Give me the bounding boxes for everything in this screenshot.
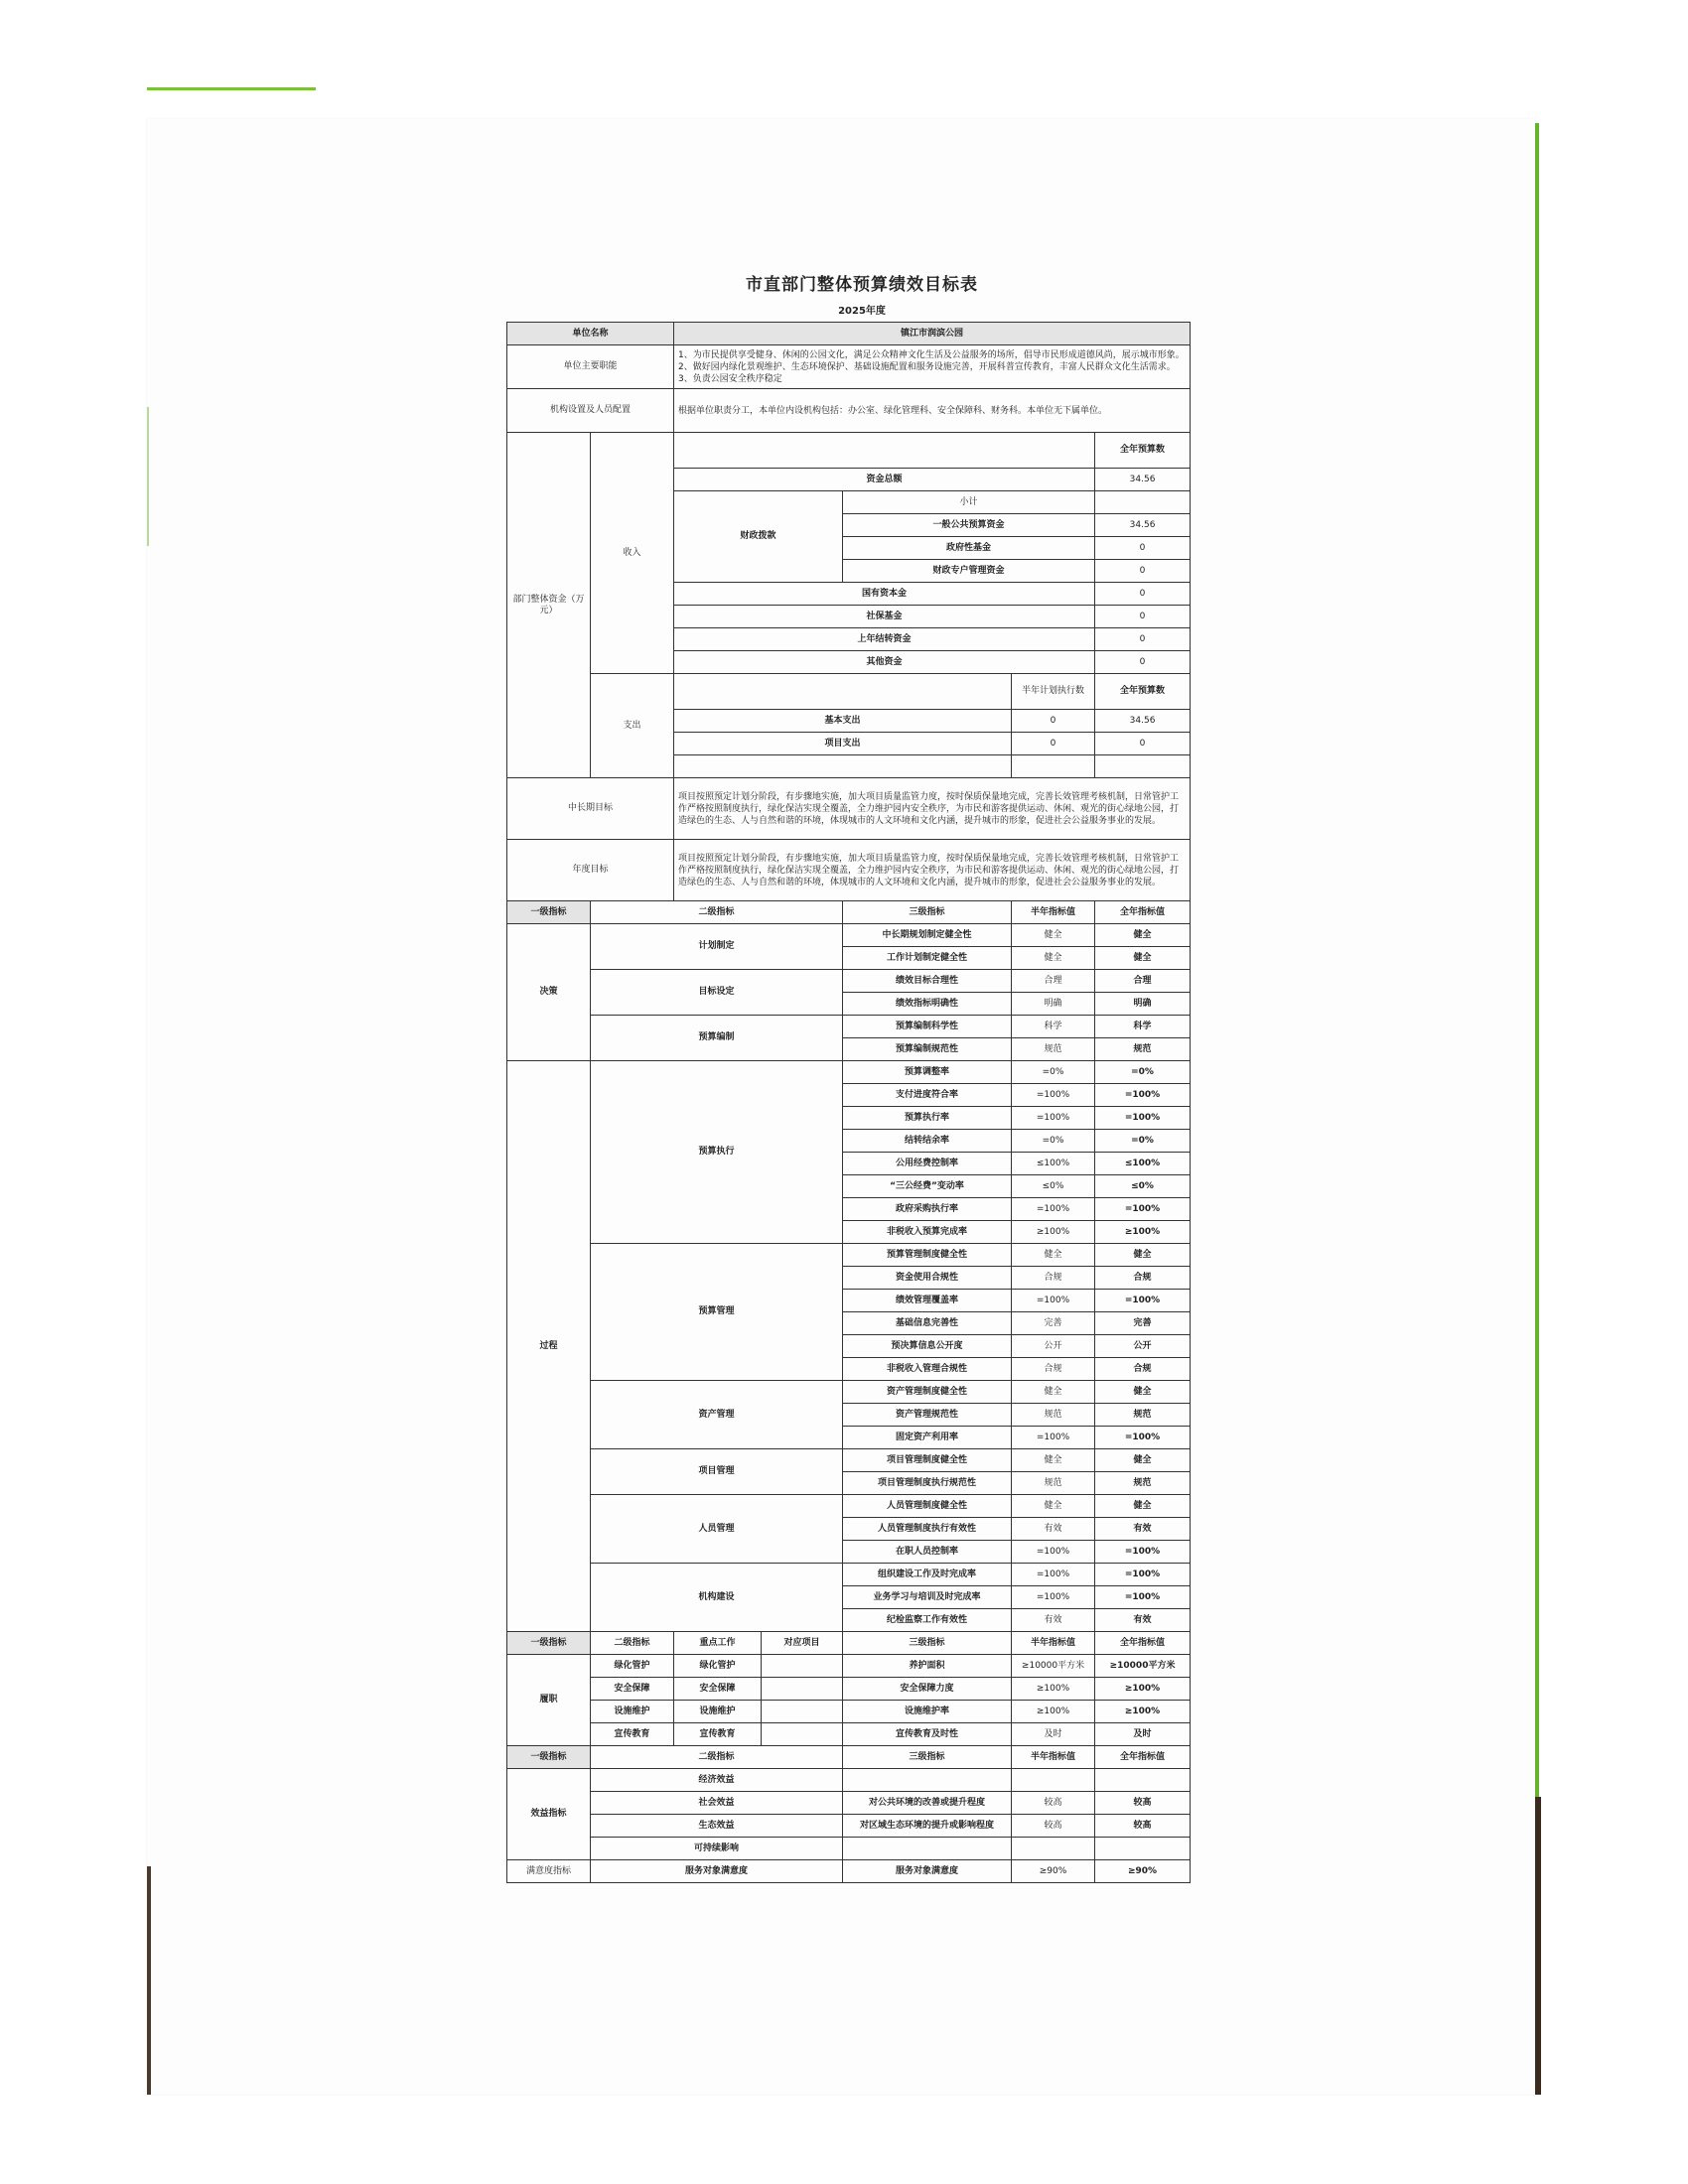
funds-label: 部门整体资金（万元） <box>507 433 591 778</box>
process-half-value: =100% <box>1012 1541 1095 1564</box>
basic-expense-label: 基本支出 <box>674 710 1012 733</box>
process-level3-label: 预算调整率 <box>843 1061 1012 1084</box>
process-full-value: =100% <box>1095 1107 1191 1130</box>
benefit-header-level3: 三级指标 <box>843 1746 1012 1769</box>
fiscal-label: 财政拨款 <box>674 491 843 583</box>
income-annual-header: 全年预算数 <box>1095 433 1191 469</box>
decision-half-value: 规范 <box>1012 1038 1095 1061</box>
duties-project <box>762 1701 843 1723</box>
table-row <box>507 1449 1191 1472</box>
process-level3-label: 纪检监察工作有效性 <box>843 1609 1012 1632</box>
process-half-value: ≤0% <box>1012 1175 1095 1198</box>
process-half-value: 健全 <box>1012 1495 1095 1518</box>
process-half-value: 规范 <box>1012 1404 1095 1427</box>
table-row <box>507 1061 1191 1084</box>
green-edge-right <box>1535 123 1539 1797</box>
header-level2: 二级指标 <box>591 901 843 924</box>
duties-keywork: 设施维护 <box>674 1701 762 1723</box>
basic-expense-year: 34.56 <box>1095 710 1191 733</box>
process-half-value: =100% <box>1012 1427 1095 1449</box>
unit-name-label: 单位名称 <box>507 323 674 345</box>
benefit-level1-label: 效益指标 <box>507 1769 591 1860</box>
benefit-half-value: 较高 <box>1012 1815 1095 1838</box>
decision-full-value: 合理 <box>1095 970 1191 993</box>
duties-level3-label: 养护面积 <box>843 1655 1012 1678</box>
document-year: 2025年度 <box>838 306 886 317</box>
process-level3-label: 结转结余率 <box>843 1130 1012 1153</box>
decision-level1-label: 决策 <box>507 924 591 1061</box>
process-level3-label: 基础信息完善性 <box>843 1312 1012 1335</box>
decision-half-value: 科学 <box>1012 1016 1095 1038</box>
total-funds-value: 34.56 <box>1095 469 1191 491</box>
process-full-value: 健全 <box>1095 1449 1191 1472</box>
special-fund-label: 财政专户管理资金 <box>843 560 1095 583</box>
general-budget-label: 一般公共预算资金 <box>843 514 1095 537</box>
process-full-value: =100% <box>1095 1084 1191 1107</box>
benefit-full-value <box>1095 1838 1191 1860</box>
benefit-level3-label <box>843 1769 1012 1792</box>
header-level1: 一级指标 <box>507 901 591 924</box>
gov-fund-value: 0 <box>1095 537 1191 560</box>
duties-half-value: 及时 <box>1012 1723 1095 1746</box>
process-level3-label: 政府采购执行率 <box>843 1198 1012 1221</box>
decision-half-value: 健全 <box>1012 947 1095 970</box>
process-full-value: 健全 <box>1095 1244 1191 1267</box>
income-label: 收入 <box>591 433 674 674</box>
benefit-full-value: 较高 <box>1095 1792 1191 1815</box>
process-half-value: 健全 <box>1012 1381 1095 1404</box>
benefit-header-level1: 一级指标 <box>507 1746 591 1769</box>
process-half-value: ≥100% <box>1012 1221 1095 1244</box>
process-level3-label: 预算管理制度健全性 <box>843 1244 1012 1267</box>
duties-half-value: ≥100% <box>1012 1678 1095 1701</box>
process-level3-label: 预算执行率 <box>843 1107 1012 1130</box>
process-level2-label: 预算执行 <box>591 1061 843 1244</box>
benefit-level3-label: 对公共环境的改善或提升程度 <box>843 1792 1012 1815</box>
state-capital-label: 国有资本金 <box>674 583 1095 606</box>
decision-full-value: 健全 <box>1095 924 1191 947</box>
process-half-value: =100% <box>1012 1198 1095 1221</box>
duties-section <box>507 1655 1191 1746</box>
unit-org-text: 根据单位职责分工，本单位内设机构包括：办公室、绿化管理科、安全保障科、财务科。本单位无下属单位。 <box>674 389 1191 433</box>
benefit-half-value <box>1012 1838 1095 1860</box>
duties-header-level2: 二级指标 <box>591 1632 674 1655</box>
table-row <box>507 1792 1191 1815</box>
process-full-value: 有效 <box>1095 1609 1191 1632</box>
gov-fund-label: 政府性基金 <box>843 537 1095 560</box>
performance-table-wrapper <box>506 322 1190 1883</box>
half-plan-header: 半年计划执行数 <box>1012 674 1095 710</box>
process-half-value: =100% <box>1012 1564 1095 1586</box>
income-header-blank <box>674 433 1095 469</box>
social-fund-label: 社保基金 <box>674 606 1095 628</box>
process-level2-label: 预算管理 <box>591 1244 843 1381</box>
process-full-value: ≥100% <box>1095 1221 1191 1244</box>
duties-keywork: 宣传教育 <box>674 1723 762 1746</box>
benefit-level3-label <box>843 1838 1012 1860</box>
process-full-value: =100% <box>1095 1427 1191 1449</box>
process-section <box>507 1061 1191 1632</box>
expense-label: 支出 <box>591 674 674 778</box>
annual-goal-label: 年度目标 <box>507 840 674 901</box>
duties-full-value: 及时 <box>1095 1723 1191 1746</box>
decision-half-value: 合理 <box>1012 970 1095 993</box>
duties-level3-label: 设施维护率 <box>843 1701 1012 1723</box>
expense-annual-header: 全年预算数 <box>1095 674 1191 710</box>
duties-keywork: 绿化管护 <box>674 1655 762 1678</box>
process-full-value: 规范 <box>1095 1404 1191 1427</box>
performance-table <box>506 322 1191 1883</box>
green-edge-left <box>147 407 149 546</box>
decision-level3-label: 预算编制规范性 <box>843 1038 1012 1061</box>
header-full: 全年指标值 <box>1095 901 1191 924</box>
project-expense-half: 0 <box>1012 733 1095 755</box>
document-title: 市直部门整体预算绩效目标表 <box>746 275 978 295</box>
process-level3-label: 人员管理制度健全性 <box>843 1495 1012 1518</box>
process-full-value: 完善 <box>1095 1312 1191 1335</box>
process-half-value: =100% <box>1012 1586 1095 1609</box>
process-full-value: =100% <box>1095 1541 1191 1564</box>
process-level3-label: 预决算信息公开度 <box>843 1335 1012 1358</box>
satisfaction-label: 满意度指标 <box>507 1860 591 1883</box>
process-level3-label: 资产管理制度健全性 <box>843 1381 1012 1404</box>
duties-header-full: 全年指标值 <box>1095 1632 1191 1655</box>
process-level3-label: 人员管理制度执行有效性 <box>843 1518 1012 1541</box>
state-capital-value: 0 <box>1095 583 1191 606</box>
process-level3-label: 绩效管理覆盖率 <box>843 1290 1012 1312</box>
process-full-value: 合规 <box>1095 1358 1191 1381</box>
decision-level2-label: 预算编制 <box>591 1016 843 1061</box>
table-row <box>507 1564 1191 1586</box>
benefit-header-level2: 二级指标 <box>591 1746 843 1769</box>
benefit-full-value: 较高 <box>1095 1815 1191 1838</box>
benefit-level2-label: 可持续影响 <box>591 1838 843 1860</box>
benefit-level2-label: 经济效益 <box>591 1769 843 1792</box>
duties-level3-label: 安全保障力度 <box>843 1678 1012 1701</box>
satisfaction-level2: 服务对象满意度 <box>591 1860 843 1883</box>
dark-edge-right <box>1535 1797 1541 2095</box>
decision-half-value: 明确 <box>1012 993 1095 1016</box>
table-row <box>507 1016 1191 1038</box>
decision-level3-label: 中长期规划制定健全性 <box>843 924 1012 947</box>
process-level2-label: 机构建设 <box>591 1564 843 1632</box>
project-expense-label: 项目支出 <box>674 733 1012 755</box>
unit-name: 镇江市润滨公园 <box>674 323 1191 345</box>
process-half-value: 有效 <box>1012 1609 1095 1632</box>
mid-goal-text: 项目按照预定计划分阶段，有步骤地实施，加大项目质量监管力度，按时保质保量地完成，完善长效管理考核机制，日常管护工作严格按照制度执行，绿化保洁实现全覆盖，全力维护园内安全秩序，为市民和游客提供运动、休闲、观光的街心绿地公园，打造绿色的生态、人与自然和谐的环境，体现城市的人文环境和文化内涵，提升城市的形象，促进社会公益服务事业的发展。 <box>674 778 1191 840</box>
decision-level3-label: 绩效指标明确性 <box>843 993 1012 1016</box>
process-half-value: ≤100% <box>1012 1153 1095 1175</box>
unit-duty-label: 单位主要职能 <box>507 345 674 389</box>
process-full-value: 公开 <box>1095 1335 1191 1358</box>
general-budget-value: 34.56 <box>1095 514 1191 537</box>
carryover-label: 上年结转资金 <box>674 628 1095 651</box>
duties-header-level3: 三级指标 <box>843 1632 1012 1655</box>
duties-level2-label: 设施维护 <box>591 1701 674 1723</box>
process-full-value: 合规 <box>1095 1267 1191 1290</box>
process-level3-label: 项目管理制度执行规范性 <box>843 1472 1012 1495</box>
decision-full-value: 科学 <box>1095 1016 1191 1038</box>
social-fund-value: 0 <box>1095 606 1191 628</box>
expense-blank-half <box>1012 755 1095 778</box>
table-row <box>507 1244 1191 1267</box>
annual-goal-text: 项目按照预定计划分阶段，有步骤地实施，加大项目质量监管力度，按时保质保量地完成，完善长效管理考核机制，日常管护工作严格按照制度执行，绿化保洁实现全覆盖，全力维护园内安全秩序，为市民和游客提供运动、休闲、观光的街心绿地公园，打造绿色的生态、人与自然和谐的环境，体现城市的人文环境和文化内涵，提升城市的形象，促进社会公益服务事业的发展。 <box>674 840 1191 901</box>
process-level3-label: 固定资产利用率 <box>843 1427 1012 1449</box>
process-full-value: =0% <box>1095 1130 1191 1153</box>
unit-org-label: 机构设置及人员配置 <box>507 389 674 433</box>
table-row <box>507 1678 1191 1701</box>
process-full-value: =100% <box>1095 1586 1191 1609</box>
expense-blank-year <box>1095 755 1191 778</box>
process-level3-label: 组织建设工作及时完成率 <box>843 1564 1012 1586</box>
process-half-value: 合规 <box>1012 1358 1095 1381</box>
process-half-value: 有效 <box>1012 1518 1095 1541</box>
process-full-value: ≤100% <box>1095 1153 1191 1175</box>
table-row <box>507 1838 1191 1860</box>
process-half-value: =100% <box>1012 1084 1095 1107</box>
benefit-half-value <box>1012 1769 1095 1792</box>
table-row <box>507 924 1191 947</box>
table-row <box>507 1495 1191 1518</box>
table-row <box>507 1655 1191 1678</box>
process-half-value: =100% <box>1012 1107 1095 1130</box>
process-level3-label: 支付进度符合率 <box>843 1084 1012 1107</box>
duties-full-value: ≥10000平方米 <box>1095 1655 1191 1678</box>
dark-edge-left <box>147 1866 151 2095</box>
table-row <box>507 1769 1191 1792</box>
duties-full-value: ≥100% <box>1095 1678 1191 1701</box>
process-level2-label: 资产管理 <box>591 1381 843 1449</box>
decision-section <box>507 924 1191 1061</box>
duties-level2-label: 宣传教育 <box>591 1723 674 1746</box>
process-half-value: 完善 <box>1012 1312 1095 1335</box>
duties-level3-label: 宣传教育及时性 <box>843 1723 1012 1746</box>
duties-header-half: 半年指标值 <box>1012 1632 1095 1655</box>
process-half-value: 健全 <box>1012 1244 1095 1267</box>
process-half-value: 规范 <box>1012 1472 1095 1495</box>
header-level3: 三级指标 <box>843 901 1012 924</box>
process-level3-label: 非税收入管理合规性 <box>843 1358 1012 1381</box>
process-full-value: 有效 <box>1095 1518 1191 1541</box>
process-full-value: ≤0% <box>1095 1175 1191 1198</box>
benefit-section <box>507 1769 1191 1860</box>
satisfaction-level3: 服务对象满意度 <box>843 1860 1012 1883</box>
satisfaction-half: ≥90% <box>1012 1860 1095 1883</box>
duties-level1-label: 履职 <box>507 1655 591 1746</box>
decision-full-value: 健全 <box>1095 947 1191 970</box>
table-row <box>507 1723 1191 1746</box>
table-row <box>507 1815 1191 1838</box>
total-funds-label: 资金总额 <box>674 469 1095 491</box>
benefit-level2-label: 社会效益 <box>591 1792 843 1815</box>
process-full-value: =100% <box>1095 1290 1191 1312</box>
process-level2-label: 项目管理 <box>591 1449 843 1495</box>
expense-blank-cell <box>674 755 1012 778</box>
duties-level2-label: 安全保障 <box>591 1678 674 1701</box>
process-level3-label: 项目管理制度健全性 <box>843 1449 1012 1472</box>
decision-half-value: 健全 <box>1012 924 1095 947</box>
mid-goal-label: 中长期目标 <box>507 778 674 840</box>
process-level1-label: 过程 <box>507 1061 591 1632</box>
process-full-value: =100% <box>1095 1198 1191 1221</box>
process-half-value: =0% <box>1012 1061 1095 1084</box>
process-level3-label: 资金使用合规性 <box>843 1267 1012 1290</box>
other-funds-value: 0 <box>1095 651 1191 674</box>
unit-duty-text: 1、为市民提供享受健身、休闲的公园文化，满足公众精神文化生活及公益服务的场所，倡导市民形成道德风尚，展示城市形象。2、做好园内绿化景观维护、生态环境保护、基础设施配置和服务设施完善，开展科普宣传教育，丰富人民群众文化生活需求。3、负责公园安全秩序稳定 <box>674 345 1191 389</box>
process-full-value: 健全 <box>1095 1381 1191 1404</box>
decision-level3-label: 工作计划制定健全性 <box>843 947 1012 970</box>
satisfaction-full: ≥90% <box>1095 1860 1191 1883</box>
process-half-value: =100% <box>1012 1290 1095 1312</box>
process-level3-label: 在职人员控制率 <box>843 1541 1012 1564</box>
process-level3-label: 资产管理规范性 <box>843 1404 1012 1427</box>
duties-half-value: ≥10000平方米 <box>1012 1655 1095 1678</box>
expense-header-blank <box>674 674 1012 710</box>
process-level3-label: 非税收入预算完成率 <box>843 1221 1012 1244</box>
decision-level2-label: 目标设定 <box>591 970 843 1016</box>
decision-level3-label: 绩效目标合理性 <box>843 970 1012 993</box>
duties-header-keywork: 重点工作 <box>674 1632 762 1655</box>
header-half: 半年指标值 <box>1012 901 1095 924</box>
project-expense-year: 0 <box>1095 733 1191 755</box>
process-full-value: =100% <box>1095 1564 1191 1586</box>
benefit-level3-label: 对区域生态环境的提升或影响程度 <box>843 1815 1012 1838</box>
benefit-full-value <box>1095 1769 1191 1792</box>
duties-project <box>762 1678 843 1701</box>
benefit-half-value: 较高 <box>1012 1792 1095 1815</box>
process-half-value: 健全 <box>1012 1449 1095 1472</box>
process-full-value: 健全 <box>1095 1495 1191 1518</box>
duties-project <box>762 1655 843 1678</box>
decision-level3-label: 预算编制科学性 <box>843 1016 1012 1038</box>
other-funds-label: 其他资金 <box>674 651 1095 674</box>
duties-full-value: ≥100% <box>1095 1701 1191 1723</box>
process-half-value: =0% <box>1012 1130 1095 1153</box>
process-half-value: 合规 <box>1012 1267 1095 1290</box>
green-edge-top <box>147 87 316 90</box>
benefit-header-half: 半年指标值 <box>1012 1746 1095 1769</box>
table-row <box>507 1381 1191 1404</box>
decision-full-value: 明确 <box>1095 993 1191 1016</box>
process-level2-label: 人员管理 <box>591 1495 843 1564</box>
decision-level2-label: 计划制定 <box>591 924 843 970</box>
subtotal-label: 小计 <box>843 491 1095 514</box>
subtotal-value <box>1095 491 1191 514</box>
decision-full-value: 规范 <box>1095 1038 1191 1061</box>
special-fund-value: 0 <box>1095 560 1191 583</box>
process-half-value: 公开 <box>1012 1335 1095 1358</box>
process-level3-label: 业务学习与培训及时完成率 <box>843 1586 1012 1609</box>
carryover-value: 0 <box>1095 628 1191 651</box>
process-full-value: 规范 <box>1095 1472 1191 1495</box>
duties-keywork: 安全保障 <box>674 1678 762 1701</box>
benefit-header-full: 全年指标值 <box>1095 1746 1191 1769</box>
duties-level2-label: 绿化管护 <box>591 1655 674 1678</box>
process-full-value: =0% <box>1095 1061 1191 1084</box>
basic-expense-half: 0 <box>1012 710 1095 733</box>
table-row <box>507 970 1191 993</box>
benefit-level2-label: 生态效益 <box>591 1815 843 1838</box>
table-row <box>507 1701 1191 1723</box>
process-level3-label: 公用经费控制率 <box>843 1153 1012 1175</box>
process-level3-label: “三公经费”变动率 <box>843 1175 1012 1198</box>
duties-project <box>762 1723 843 1746</box>
duties-header-project: 对应项目 <box>762 1632 843 1655</box>
duties-half-value: ≥100% <box>1012 1701 1095 1723</box>
duties-header-level1: 一级指标 <box>507 1632 591 1655</box>
